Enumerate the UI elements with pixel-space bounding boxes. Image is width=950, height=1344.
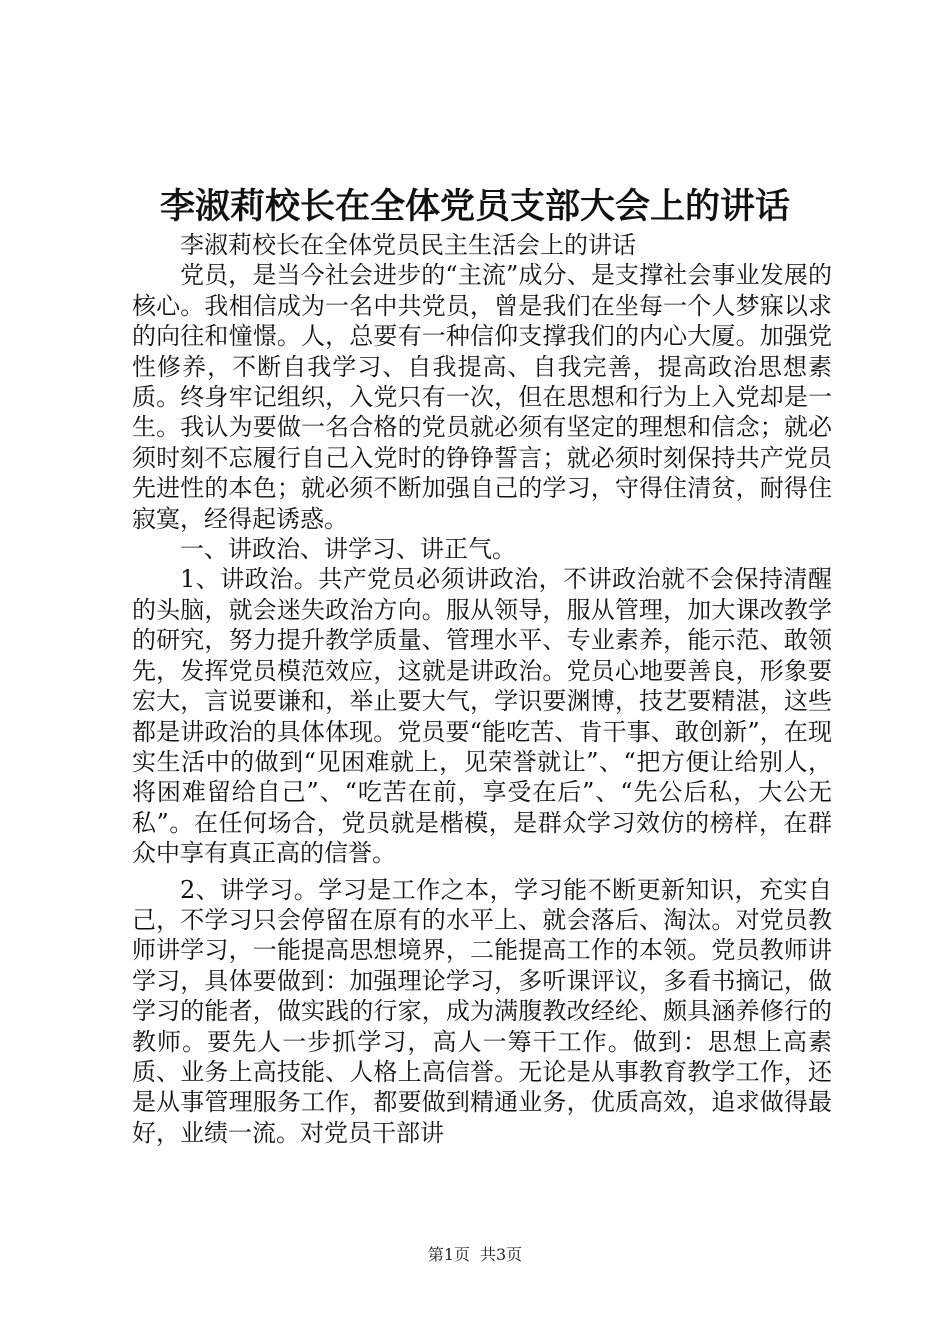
page-footer	[0, 1244, 950, 1266]
paragraph-intro: 党员，是当今社会进步的“主流”成分、是支撑社会事业发展的核心。我相信成为一名中共党员，曾是我们在坐每一个人梦寐以求的向往和憧憬。人，总要有一种信仰支撑我们的内心大厦。加强党性修养，不断自我学习、自我提高、自我完善，提高政治思想素质。终身牢记组织，入党只有一次，但在思想和行为上入党却是一生。我认为要做一名合格的党员就必须有坚定的理想和信念；就必须时刻不忘履行自己入党时的铮铮誓言；就必须时刻保持共产党员先进性的本色；就必须不断加强自己的学习，守得住清贫，耐得住寂寞，经得起诱惑。	[132, 261, 832, 533]
page-total: 共3页	[480, 1245, 523, 1264]
document-body	[132, 230, 832, 1148]
paragraph-politics: 1、讲政治。共产党员必须讲政治，不讲政治就不会保持清醒的头脑，就会迷失政治方向。服从领导，服从管理，加大课改教学的研究，努力提升教学质量、管理水平、专业素养，能示范、敢领先，发挥党员模范效应，这就是讲政治。党员心地要善良，形象要宏大，言说要谦和，举止要大气，学识要渊博，技艺要精湛，这些都是讲政治的具体体现。党员要“能吃苦、肯干事、敢创新”，在现实生活中的做到“见困难就上，见荣誉就让”、“把方便让给别人，将困难留给自己”、“吃苦在前，享受在后”、“先公后私，大公无私”。在任何场合，党员就是楷模，是群众学习效仿的榜样，在群众中享有真正高的信誉。	[132, 565, 832, 868]
page-number: 第1页	[427, 1245, 470, 1264]
section-heading: 一、讲政治、讲学习、讲正气。	[180, 535, 516, 564]
paragraph-study: 2、讲学习。学习是工作之本，学习能不断更新知识，充实自己，不学习只会停留在原有的水平上、就会落后、淘汰。对党员教师讲学习，一能提高思想境界，二能提高工作的本领。党员教师讲学习，具体要做到：加强理论学习，多听课评议，多看书摘记，做学习的能者，做实践的行家，成为满腹教改经纶、颇具涵养修行的教师。要先人一步抓学习，高人一筹干工作。做到：思想上高素质、业务上高技能、人格上高信誉。无论是从事教育教学工作，还是从事管理服务工作，都要做到精通业务，优质高效，追求做得最好，业绩一流。对党员干部讲	[132, 875, 832, 1147]
document-subtitle: 李淑莉校长在全体党员民主生活会上的讲话	[180, 231, 636, 259]
document-title: 李淑莉校长在全体党员支部大会上的讲话	[159, 186, 790, 227]
